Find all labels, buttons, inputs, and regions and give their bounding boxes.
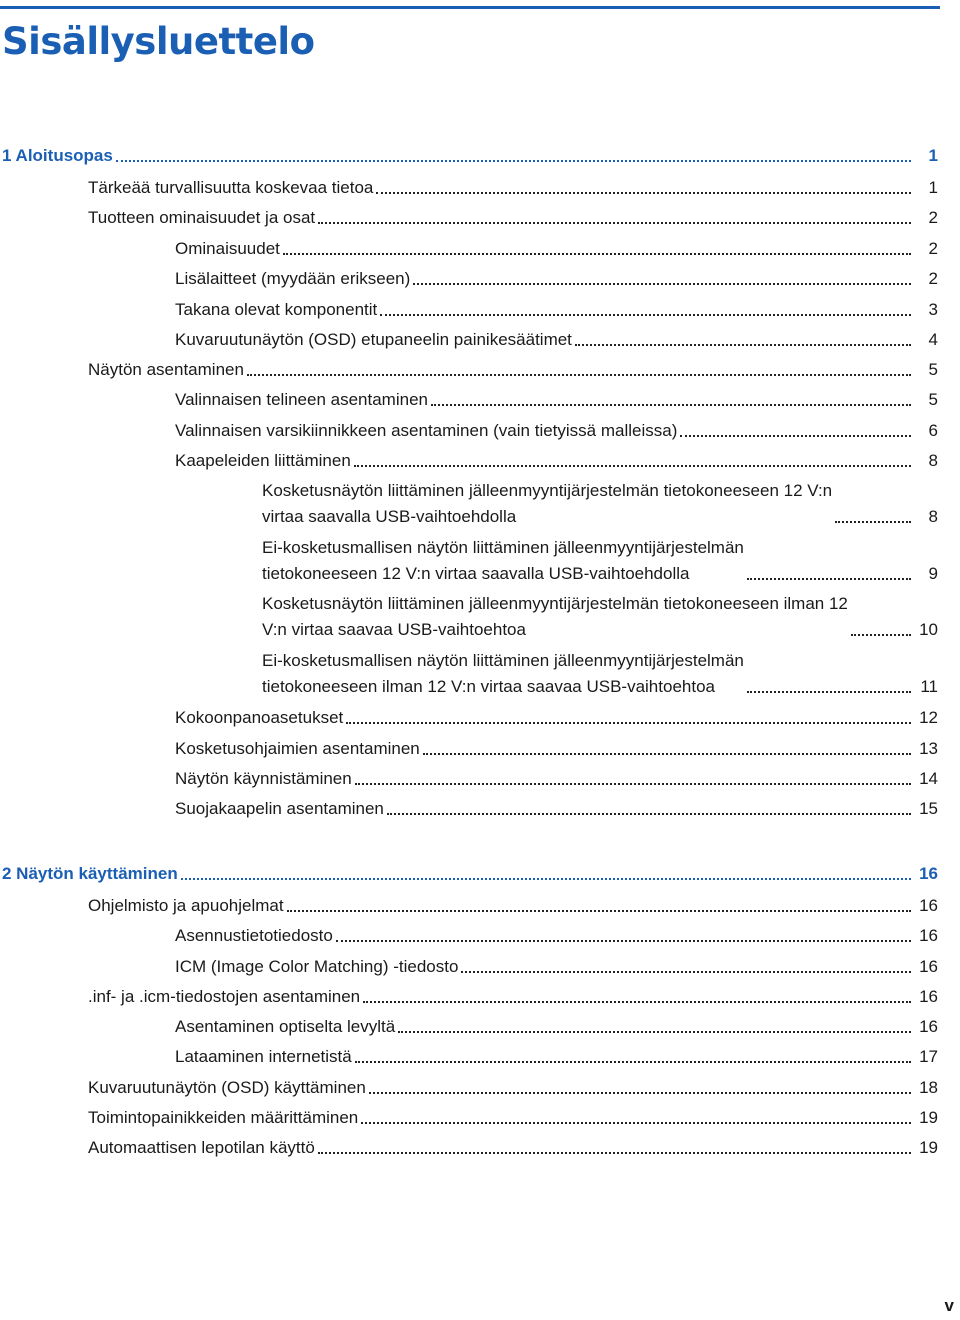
toc-entry[interactable]: Asentaminen optiselta levyltä 16	[175, 1017, 938, 1036]
toc-entry[interactable]: Kuvaruutunäytön (OSD) etupaneelin painikesäätimet 4	[175, 330, 938, 349]
toc-entry[interactable]: Valinnaisen telineen asentaminen 5	[175, 390, 938, 409]
toc-entry[interactable]: Valinnaisen varsikiinnikkeen asentaminen (vain tietyissä malleissa) 6	[175, 421, 938, 440]
toc-entry[interactable]: ICM (Image Color Matching) -tiedosto 16	[175, 957, 938, 976]
toc-chapter-1[interactable]: 1 Aloitusopas 1	[2, 146, 938, 165]
toc-entry[interactable]: Kokoonpanoasetukset 12	[175, 708, 938, 727]
toc-entry[interactable]: Lataaminen internetistä 17	[175, 1047, 938, 1066]
toc-entry[interactable]: Ohjelmisto ja apuohjelmat 16	[88, 896, 938, 915]
toc-entry[interactable]: .inf- ja .icm-tiedostojen asentaminen 16	[88, 987, 938, 1006]
toc-entry[interactable]: Tärkeää turvallisuutta koskevaa tietoa 1	[88, 178, 938, 197]
toc-entry[interactable]: Ei-kosketusmallisen näytön liittäminen jälleenmyyntijärjestelmän tietokoneeseen 12 V:n virtaa saavalla USB-vaihtoehdolla 9	[262, 538, 938, 583]
page-title: Sisällysluettelo	[2, 20, 315, 63]
toc-entry[interactable]: Lisälaitteet (myydään erikseen) 2	[175, 269, 938, 288]
toc-entry[interactable]: Ominaisuudet 2	[175, 239, 938, 258]
toc-entry[interactable]: Automaattisen lepotilan käyttö 19	[88, 1138, 938, 1157]
toc-entry[interactable]: Toimintopainikkeiden määrittäminen 19	[88, 1108, 938, 1127]
toc-entry[interactable]: Kaapeleiden liittäminen 8	[175, 451, 938, 470]
toc-entry[interactable]: Kuvaruutunäytön (OSD) käyttäminen 18	[88, 1078, 938, 1097]
toc-entry[interactable]: Ei-kosketusmallisen näytön liittäminen jälleenmyyntijärjestelmän tietokoneeseen ilman 12 V:n virtaa saavaa USB-vaihtoehtoa 11	[262, 651, 938, 696]
toc-entry[interactable]: Kosketusnäytön liittäminen jälleenmyyntijärjestelmän tietokoneeseen ilman 12 V:n virtaa saavaa USB-vaihtoehtoa 10	[262, 594, 938, 639]
toc-entry[interactable]: Näytön käynnistäminen 14	[175, 769, 938, 788]
toc-entry[interactable]: Kosketusohjaimien asentaminen 13	[175, 739, 938, 758]
toc-chapter-2[interactable]: 2 Näytön käyttäminen 16	[2, 864, 938, 883]
toc-entry[interactable]: Tuotteen ominaisuudet ja osat 2	[88, 208, 938, 227]
toc-entry[interactable]: Asennustietotiedosto 16	[175, 926, 938, 945]
toc-entry[interactable]: Takana olevat komponentit 3	[175, 300, 938, 319]
page-number: v	[944, 1296, 954, 1315]
toc-entry[interactable]: Näytön asentaminen 5	[88, 360, 938, 379]
toc-entry[interactable]: Suojakaapelin asentaminen 15	[175, 799, 938, 818]
toc-entry[interactable]: Kosketusnäytön liittäminen jälleenmyyntijärjestelmän tietokoneeseen 12 V:n virtaa saavalla USB-vaihtoehdolla 8	[262, 481, 938, 526]
